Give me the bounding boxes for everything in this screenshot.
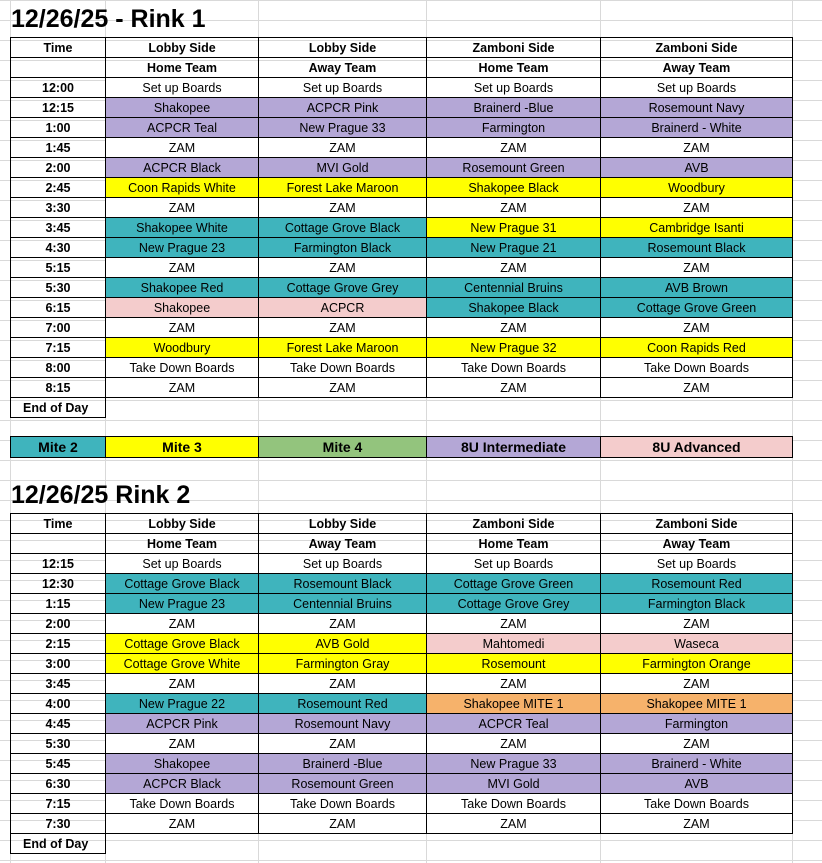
team-cell[interactable]: ZAM: [259, 614, 427, 634]
team-cell[interactable]: Take Down Boards: [601, 358, 793, 378]
legend-item[interactable]: 8U Advanced: [601, 437, 793, 458]
schedule-row: [11, 714, 793, 734]
team-cell[interactable]: Shakopee: [106, 754, 259, 774]
team-cell[interactable]: Coon Rapids Red: [601, 338, 793, 358]
team-cell[interactable]: Set up Boards: [427, 78, 601, 98]
team-cell[interactable]: Cottage Grove Black: [106, 574, 259, 594]
column-subheader[interactable]: Away Team: [259, 534, 427, 554]
team-cell[interactable]: New Prague 22: [106, 694, 259, 714]
team-cell[interactable]: Shakopee Red: [106, 278, 259, 298]
team-cell[interactable]: MVI Gold: [259, 158, 427, 178]
team-cell[interactable]: Shakopee White: [106, 218, 259, 238]
column-header[interactable]: Zamboni Side: [427, 514, 601, 534]
team-cell[interactable]: Woodbury: [106, 338, 259, 358]
team-cell[interactable]: Rosemount Navy: [259, 714, 427, 734]
legend-item[interactable]: Mite 4: [259, 437, 427, 458]
team-cell[interactable]: ACPCR Teal: [427, 714, 601, 734]
schedule-row: [11, 338, 793, 358]
team-cell[interactable]: Shakopee Black: [427, 298, 601, 318]
schedule-row: [11, 774, 793, 794]
team-cell[interactable]: AVB: [601, 774, 793, 794]
empty-cell: [106, 398, 793, 418]
team-cell[interactable]: Shakopee MITE 1: [427, 694, 601, 714]
time-cell[interactable]: 3:45: [11, 674, 106, 694]
time-cell[interactable]: 5:15: [11, 258, 106, 278]
time-cell[interactable]: 3:00: [11, 654, 106, 674]
team-cell[interactable]: Farmington Orange: [601, 654, 793, 674]
gridline: [0, 420, 822, 421]
gridline: [0, 860, 822, 861]
team-cell[interactable]: MVI Gold: [427, 774, 601, 794]
team-cell[interactable]: Set up Boards: [601, 554, 793, 574]
team-cell[interactable]: Cottage Grove Black: [106, 634, 259, 654]
team-cell[interactable]: ZAM: [106, 814, 259, 834]
team-cell[interactable]: ZAM: [259, 138, 427, 158]
schedule-row: [11, 198, 793, 218]
legend-item[interactable]: 8U Intermediate: [427, 437, 601, 458]
schedule-row: [11, 654, 793, 674]
time-cell[interactable]: 7:30: [11, 814, 106, 834]
team-cell[interactable]: New Prague 33: [259, 118, 427, 138]
team-cell[interactable]: ZAM: [106, 614, 259, 634]
team-cell[interactable]: ZAM: [106, 674, 259, 694]
time-cell[interactable]: 1:15: [11, 594, 106, 614]
team-cell[interactable]: Cottage Grove Black: [259, 218, 427, 238]
team-cell[interactable]: Cottage Grove White: [106, 654, 259, 674]
time-cell[interactable]: 2:45: [11, 178, 106, 198]
team-cell[interactable]: Set up Boards: [427, 554, 601, 574]
team-cell[interactable]: Cambridge Isanti: [601, 218, 793, 238]
team-cell[interactable]: ACPCR Pink: [259, 98, 427, 118]
column-header[interactable]: Time: [11, 38, 106, 58]
team-cell[interactable]: Cottage Grove Grey: [427, 594, 601, 614]
team-cell[interactable]: Brainerd -Blue: [427, 98, 601, 118]
team-cell[interactable]: ZAM: [601, 734, 793, 754]
schedule-row: [11, 258, 793, 278]
team-cell[interactable]: Farmington Black: [601, 594, 793, 614]
legend-item[interactable]: Mite 3: [106, 437, 259, 458]
rink2-title: 12/26/25 Rink 2: [11, 481, 191, 509]
column-subheader[interactable]: Away Team: [259, 58, 427, 78]
team-cell[interactable]: Cottage Grove Green: [427, 574, 601, 594]
schedule-row: [11, 238, 793, 258]
team-cell[interactable]: Rosemount Green: [259, 774, 427, 794]
team-cell[interactable]: ZAM: [259, 734, 427, 754]
schedule-row: [11, 98, 793, 118]
column-subheader[interactable]: Home Team: [427, 58, 601, 78]
team-cell[interactable]: ZAM: [259, 674, 427, 694]
time-cell[interactable]: 4:30: [11, 238, 106, 258]
team-cell[interactable]: ACPCR: [259, 298, 427, 318]
team-cell[interactable]: Rosemount Black: [259, 574, 427, 594]
column-subheader[interactable]: [11, 534, 106, 554]
column-subheader[interactable]: Home Team: [106, 58, 259, 78]
team-cell[interactable]: Farmington Gray: [259, 654, 427, 674]
schedule-row: [11, 814, 793, 834]
team-cell[interactable]: Farmington: [427, 118, 601, 138]
subheader-row: [11, 58, 793, 78]
end-of-day-row: [11, 834, 793, 854]
time-cell[interactable]: 3:30: [11, 198, 106, 218]
team-cell[interactable]: Rosemount Black: [601, 238, 793, 258]
team-cell[interactable]: Set up Boards: [601, 78, 793, 98]
team-cell[interactable]: Rosemount Red: [259, 694, 427, 714]
team-cell[interactable]: ZAM: [259, 814, 427, 834]
team-cell[interactable]: ZAM: [601, 814, 793, 834]
team-cell[interactable]: Forest Lake Maroon: [259, 338, 427, 358]
team-cell[interactable]: Rosemount Navy: [601, 98, 793, 118]
column-header[interactable]: Zamboni Side: [427, 38, 601, 58]
team-cell[interactable]: ZAM: [106, 378, 259, 398]
schedule-row: [11, 218, 793, 238]
schedule-row: [11, 118, 793, 138]
team-cell[interactable]: Brainerd - White: [601, 754, 793, 774]
team-cell[interactable]: ACPCR Teal: [106, 118, 259, 138]
time-cell[interactable]: 5:30: [11, 278, 106, 298]
schedule-row: [11, 574, 793, 594]
team-cell[interactable]: ZAM: [601, 614, 793, 634]
gridline: [0, 460, 822, 461]
team-cell[interactable]: Farmington: [601, 714, 793, 734]
column-subheader[interactable]: Away Team: [601, 534, 793, 554]
column-header[interactable]: Lobby Side: [259, 514, 427, 534]
legend-item[interactable]: Mite 2: [11, 437, 106, 458]
time-cell[interactable]: 7:15: [11, 338, 106, 358]
time-cell[interactable]: 12:15: [11, 554, 106, 574]
team-cell[interactable]: ZAM: [601, 378, 793, 398]
team-cell[interactable]: ACPCR Black: [106, 774, 259, 794]
team-cell[interactable]: Take Down Boards: [427, 794, 601, 814]
team-cell[interactable]: ZAM: [106, 318, 259, 338]
schedule-row: [11, 178, 793, 198]
team-cell[interactable]: ZAM: [427, 318, 601, 338]
column-subheader[interactable]: Away Team: [601, 58, 793, 78]
legend-row: [11, 437, 793, 458]
team-cell[interactable]: New Prague 33: [427, 754, 601, 774]
team-cell[interactable]: New Prague 21: [427, 238, 601, 258]
time-cell[interactable]: 8:15: [11, 378, 106, 398]
header-row: [11, 514, 793, 534]
team-cell[interactable]: Set up Boards: [259, 554, 427, 574]
rink2-schedule-table: [10, 513, 793, 854]
team-cell[interactable]: Woodbury: [601, 178, 793, 198]
team-cell[interactable]: Take Down Boards: [259, 794, 427, 814]
team-cell[interactable]: Rosemount: [427, 654, 601, 674]
team-cell[interactable]: Centennial Bruins: [427, 278, 601, 298]
schedule-row: [11, 754, 793, 774]
schedule-row: [11, 734, 793, 754]
end-of-day-cell[interactable]: End of Day: [11, 834, 106, 854]
team-cell[interactable]: ZAM: [427, 674, 601, 694]
schedule-row: [11, 634, 793, 654]
team-cell[interactable]: ZAM: [427, 734, 601, 754]
column-header[interactable]: Zamboni Side: [601, 514, 793, 534]
end-of-day-row: [11, 398, 793, 418]
team-cell[interactable]: Take Down Boards: [259, 358, 427, 378]
team-cell[interactable]: ZAM: [427, 258, 601, 278]
schedule-row: [11, 694, 793, 714]
schedule-row: [11, 298, 793, 318]
team-cell[interactable]: ZAM: [259, 318, 427, 338]
schedule-row: [11, 378, 793, 398]
team-cell[interactable]: Coon Rapids White: [106, 178, 259, 198]
schedule-row: [11, 138, 793, 158]
team-cell[interactable]: ZAM: [106, 734, 259, 754]
division-legend: [10, 436, 793, 458]
column-subheader[interactable]: [11, 58, 106, 78]
team-cell[interactable]: ZAM: [427, 198, 601, 218]
team-cell[interactable]: Farmington Black: [259, 238, 427, 258]
team-cell[interactable]: Take Down Boards: [601, 794, 793, 814]
team-cell[interactable]: ZAM: [106, 198, 259, 218]
column-header[interactable]: Time: [11, 514, 106, 534]
schedule-row: [11, 614, 793, 634]
team-cell[interactable]: ZAM: [601, 258, 793, 278]
time-cell[interactable]: 2:00: [11, 158, 106, 178]
team-cell[interactable]: ZAM: [427, 138, 601, 158]
time-cell[interactable]: 1:45: [11, 138, 106, 158]
empty-cell: [106, 834, 793, 854]
team-cell[interactable]: ACPCR Pink: [106, 714, 259, 734]
team-cell[interactable]: AVB: [601, 158, 793, 178]
team-cell[interactable]: ZAM: [259, 258, 427, 278]
schedule-row: [11, 674, 793, 694]
time-cell[interactable]: 6:30: [11, 774, 106, 794]
time-cell[interactable]: 5:45: [11, 754, 106, 774]
team-cell[interactable]: ZAM: [259, 198, 427, 218]
column-header[interactable]: Zamboni Side: [601, 38, 793, 58]
time-cell[interactable]: 7:00: [11, 318, 106, 338]
schedule-row: [11, 158, 793, 178]
team-cell[interactable]: ZAM: [427, 378, 601, 398]
team-cell[interactable]: Shakopee: [106, 298, 259, 318]
team-cell[interactable]: ZAM: [601, 674, 793, 694]
team-cell[interactable]: Set up Boards: [106, 78, 259, 98]
time-cell[interactable]: 12:00: [11, 78, 106, 98]
rink1-title: 12/26/25 - Rink 1: [11, 5, 206, 33]
time-cell[interactable]: 4:45: [11, 714, 106, 734]
time-cell[interactable]: 12:15: [11, 98, 106, 118]
time-cell[interactable]: 2:15: [11, 634, 106, 654]
team-cell[interactable]: Shakopee Black: [427, 178, 601, 198]
team-cell[interactable]: ZAM: [106, 138, 259, 158]
team-cell[interactable]: New Prague 23: [106, 238, 259, 258]
team-cell[interactable]: ZAM: [106, 258, 259, 278]
team-cell[interactable]: ZAM: [259, 378, 427, 398]
time-cell[interactable]: 12:30: [11, 574, 106, 594]
column-subheader[interactable]: Home Team: [427, 534, 601, 554]
team-cell[interactable]: Shakopee: [106, 98, 259, 118]
time-cell[interactable]: 1:00: [11, 118, 106, 138]
team-cell[interactable]: Brainerd -Blue: [259, 754, 427, 774]
time-cell[interactable]: 2:00: [11, 614, 106, 634]
team-cell[interactable]: Cottage Grove Green: [601, 298, 793, 318]
schedule-row: [11, 554, 793, 574]
team-cell[interactable]: ZAM: [427, 814, 601, 834]
column-header[interactable]: Lobby Side: [259, 38, 427, 58]
time-cell[interactable]: 6:15: [11, 298, 106, 318]
gridline: [0, 0, 822, 1]
team-cell[interactable]: ZAM: [601, 198, 793, 218]
header-row: [11, 38, 793, 58]
team-cell[interactable]: ACPCR Black: [106, 158, 259, 178]
team-cell[interactable]: Set up Boards: [259, 78, 427, 98]
column-header[interactable]: Lobby Side: [106, 514, 259, 534]
time-cell[interactable]: 8:00: [11, 358, 106, 378]
team-cell[interactable]: Mahtomedi: [427, 634, 601, 654]
team-cell[interactable]: ZAM: [601, 318, 793, 338]
team-cell[interactable]: Cottage Grove Grey: [259, 278, 427, 298]
team-cell[interactable]: Waseca: [601, 634, 793, 654]
schedule-row: [11, 278, 793, 298]
end-of-day-cell[interactable]: End of Day: [11, 398, 106, 418]
team-cell[interactable]: Take Down Boards: [427, 358, 601, 378]
team-cell[interactable]: AVB Brown: [601, 278, 793, 298]
team-cell[interactable]: Set up Boards: [106, 554, 259, 574]
team-cell[interactable]: ZAM: [427, 614, 601, 634]
team-cell[interactable]: Rosemount Green: [427, 158, 601, 178]
schedule-row: [11, 78, 793, 98]
column-header[interactable]: Lobby Side: [106, 38, 259, 58]
team-cell[interactable]: New Prague 23: [106, 594, 259, 614]
rink1-schedule-table: [10, 37, 793, 418]
time-cell[interactable]: 7:15: [11, 794, 106, 814]
schedule-row: [11, 794, 793, 814]
time-cell[interactable]: 4:00: [11, 694, 106, 714]
schedule-row: [11, 318, 793, 338]
team-cell[interactable]: Take Down Boards: [106, 794, 259, 814]
team-cell[interactable]: New Prague 31: [427, 218, 601, 238]
team-cell[interactable]: Rosemount Red: [601, 574, 793, 594]
team-cell[interactable]: Shakopee MITE 1: [601, 694, 793, 714]
schedule-row: [11, 358, 793, 378]
column-subheader[interactable]: Home Team: [106, 534, 259, 554]
team-cell[interactable]: AVB Gold: [259, 634, 427, 654]
time-cell[interactable]: 5:30: [11, 734, 106, 754]
subheader-row: [11, 534, 793, 554]
time-cell[interactable]: 3:45: [11, 218, 106, 238]
schedule-row: [11, 594, 793, 614]
team-cell[interactable]: Forest Lake Maroon: [259, 178, 427, 198]
team-cell[interactable]: Take Down Boards: [106, 358, 259, 378]
team-cell[interactable]: New Prague 32: [427, 338, 601, 358]
team-cell[interactable]: ZAM: [601, 138, 793, 158]
team-cell[interactable]: Centennial Bruins: [259, 594, 427, 614]
team-cell[interactable]: Brainerd - White: [601, 118, 793, 138]
